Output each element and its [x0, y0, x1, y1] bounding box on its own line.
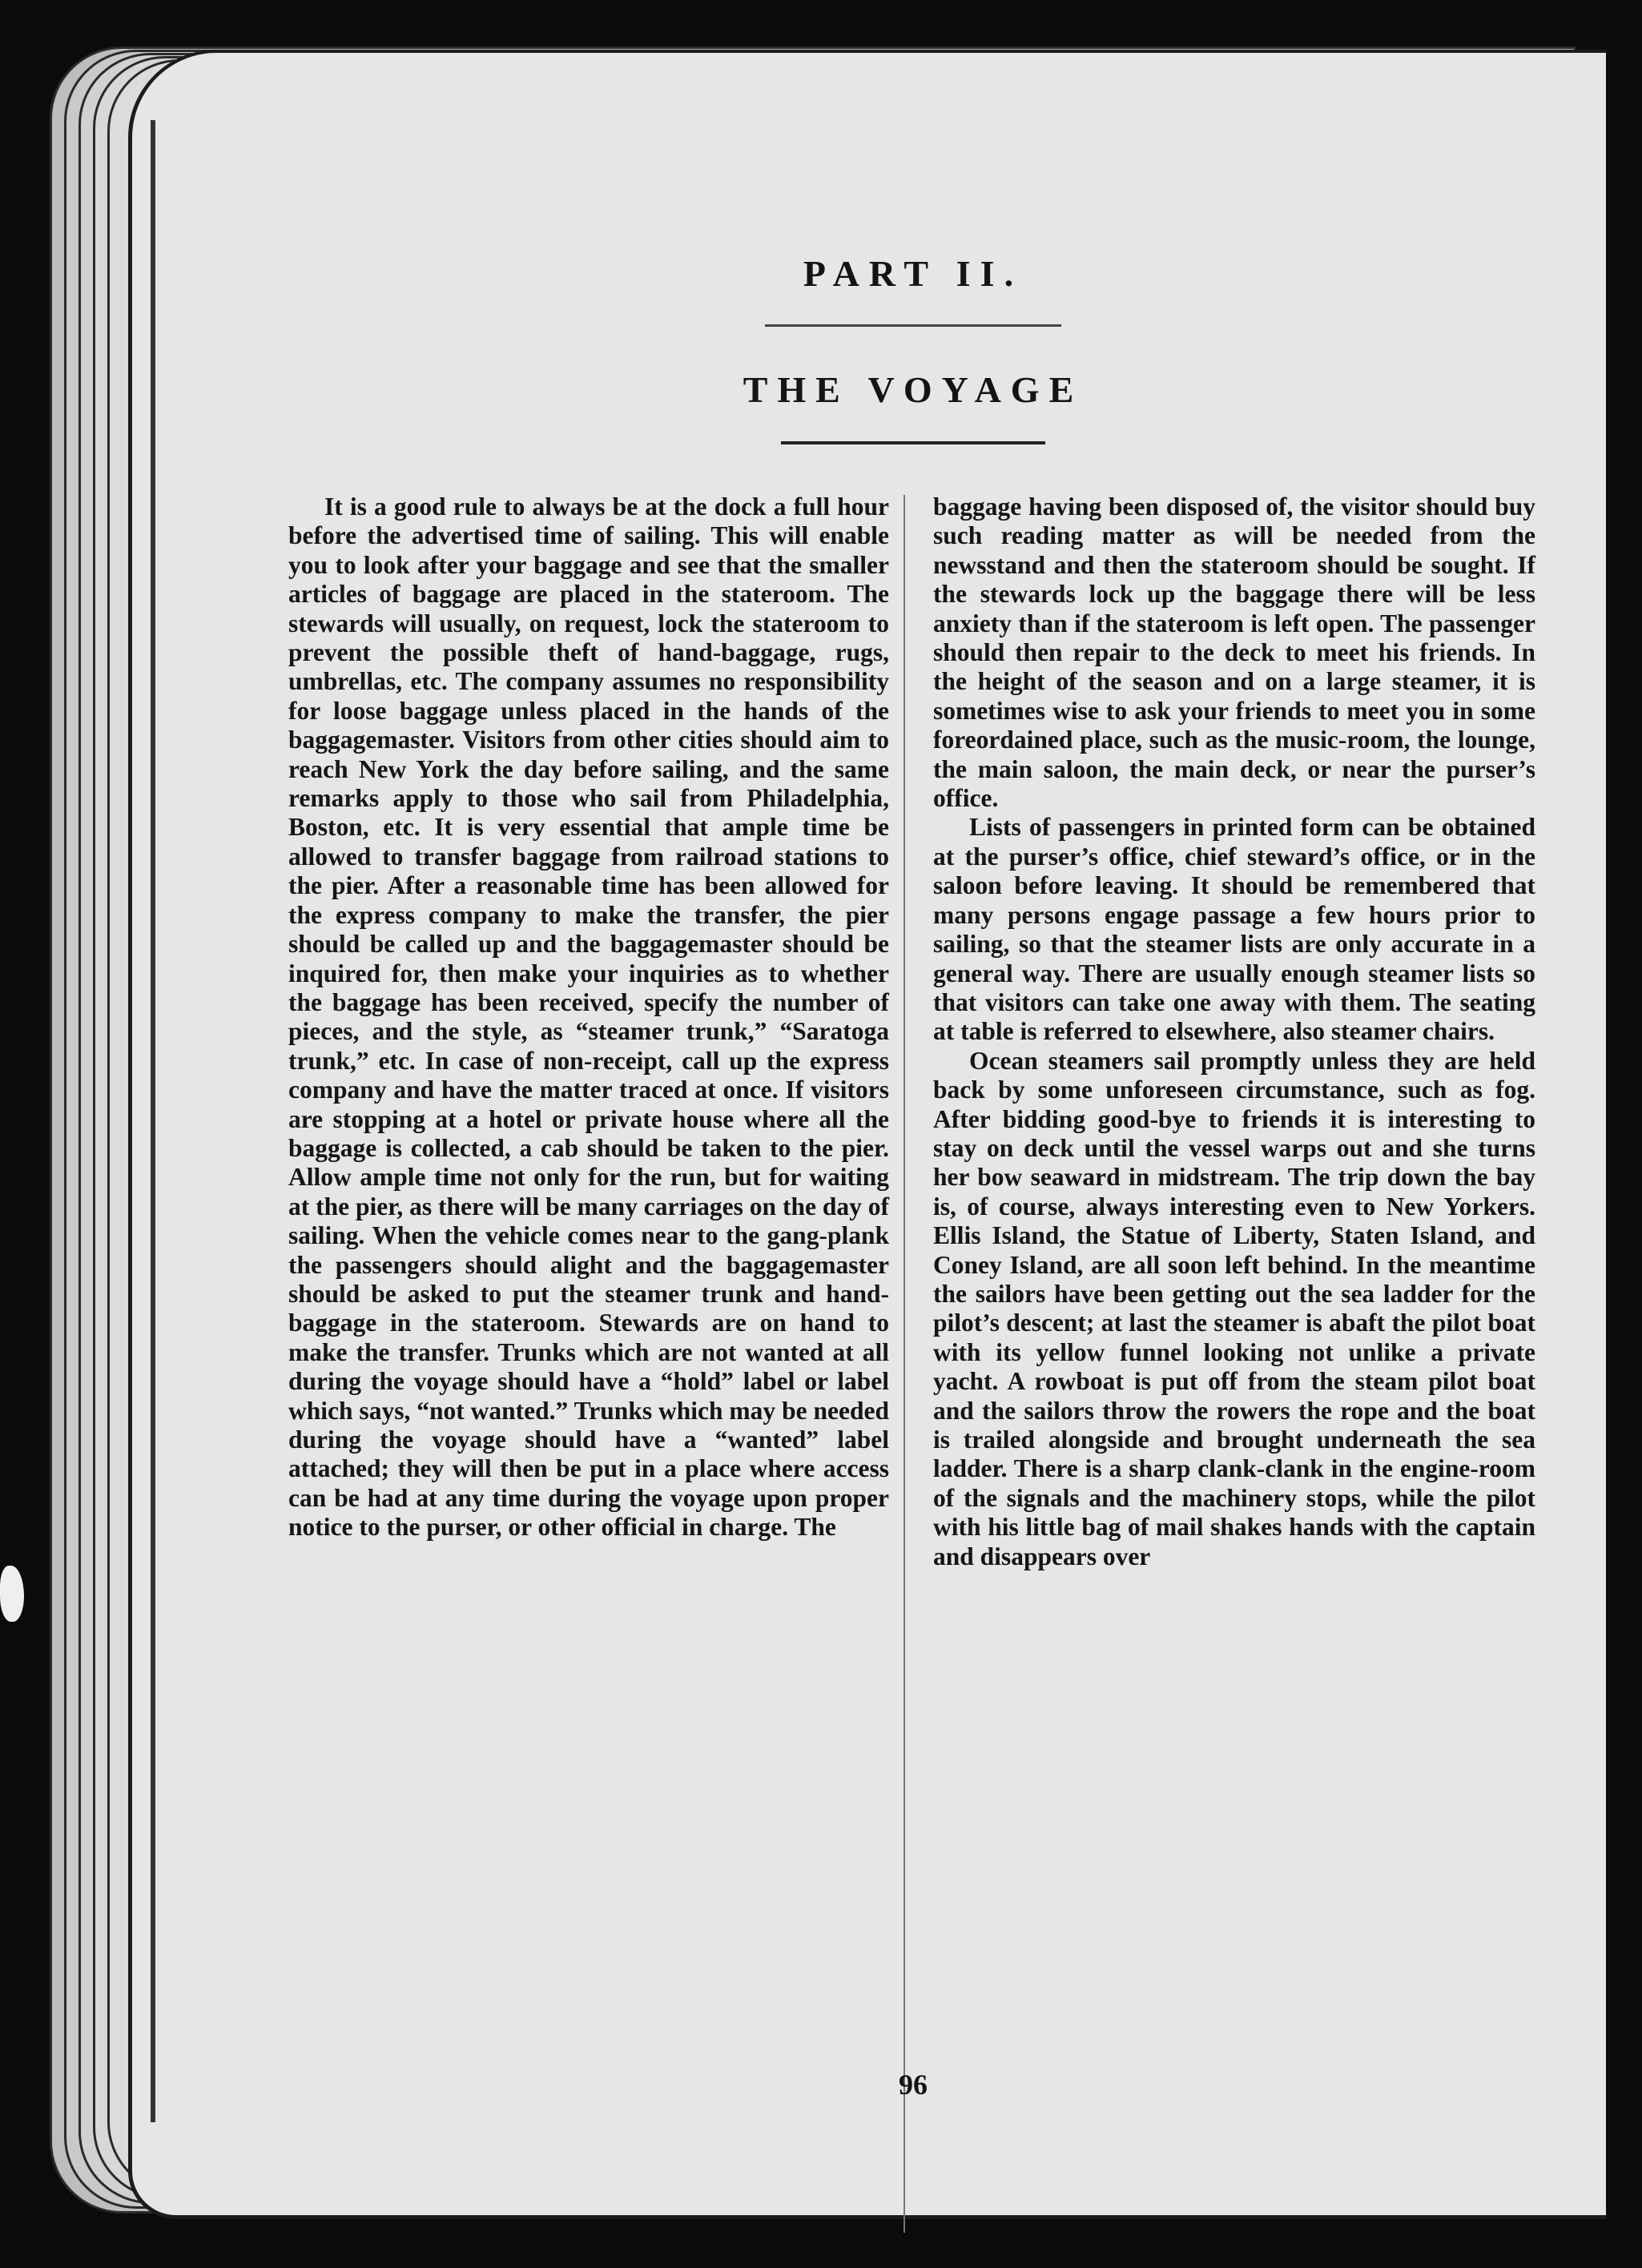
paragraph: It is a good rule to always be at the dock a full hour before the advertised time of sailing. This will enable you to look after your baggage and see that the smaller articles of baggage are placed in the stateroom. The stewards will usually, on request, lock the stateroom to prevent the possible theft of hand-baggage, rugs, umbrellas, etc. The company assumes no responsibility for loose baggage unless placed in the hands of the baggagemaster. Visitors from other cities should aim to reach New York the day before sailing, and the same remarks apply to those who sail from Philadelphia, Boston, etc. It is very essential that ample time be allowed to transfer baggage from railroad stations to the pier. After a reasonable time has been allowed for the express company to make the transfer, the pier should be called up and the baggagemaster should be inquired for, then make your inquiries as to whether the baggage has been received, specify the number of pieces, and the style, as “steamer trunk,” “Saratoga trunk,” etc. In case of non-receipt, call up the express company and have the matter traced at once. If visitors are stopping at a hotel or private house where all the baggage is collected, a cab should be taken to the pier. Allow ample time not only for the run, but for waiting at the pier, as there will be many carriages on the day of sailing. When the vehicle comes near to the gang-plank the passengers should alight and the baggagemaster should be asked to put the steamer trunk and hand-baggage in the stateroom. Stewards are on hand to make the transfer. Trunks which are not wanted at all during the voyage should have a “hold” label or label which says, “not wanted.” Trunks which may be needed during the voyage should have a “wanted” label attached; they will then be put in a place where access can be had at any time during the voyage upon proper notice to the purser, or other official in charge. The	[288, 493, 889, 1542]
paper-blot	[0, 1566, 24, 1622]
paragraph: baggage having been disposed of, the visitor should buy such reading matter as will be needed from the newsstand and then the stateroom should be sought. If the stewards lock up the baggage there will be less anxiety than if the stateroom is left open. The passenger should then repair to the deck to meet his friends. In the height of the season and on a large steamer, it is sometimes wise to ask your friends to meet you in some foreordained place, such as the music-room, the lounge, the main saloon, the main deck, or near the purser’s office.	[933, 493, 1535, 813]
column-divider	[904, 495, 905, 2233]
page-number: 96	[899, 2069, 928, 2101]
page-content	[288, 240, 1538, 2130]
left-column	[288, 493, 889, 1542]
paragraph: Ocean steamers sail promptly unless they are held back by some unforeseen circumstance, such as fog. After bidding good-bye to friends it is interesting to stay on deck until the vessel warps out and she turns her bow seaward in midstream. The trip down the bay is, of course, always interesting even to New Yorkers. Ellis Island, the Statue of Liberty, Staten Island, and Coney Island, are all soon left behind. In the meantime the sailors have been getting out the sea ladder for the pilot’s descent; at last the steamer is abaft the pilot boat with its yellow funnel looking not unlike a private yacht. A rowboat is put off from the steam pilot boat and the sailors throw the rowers the rope and the boat is trailed alongside and brought underneath the sea ladder. There is a sharp clank-clank in the engine-room of the signals and the machinery stops, while the pilot with his little bag of mail shakes hands with the captain and disappears over	[933, 1046, 1535, 1570]
title-rule	[781, 441, 1045, 444]
heading-rule	[765, 324, 1061, 327]
part-heading: PART II.	[803, 253, 1024, 294]
right-column	[933, 493, 1535, 1571]
section-title: THE VOYAGE	[743, 369, 1084, 410]
gutter-line	[151, 120, 155, 2122]
paragraph: Lists of passengers in printed form can be obtained at the purser’s office, chief steward’s office, or in the saloon before leaving. It should be remembered that many persons engage passage a few hours prior to sailing, so that the steamer lists are only accurate in a general way. There are usually enough steamer lists so that visitors can take one away with them. The seating at table is referred to elsewhere, also steamer chairs.	[933, 813, 1535, 1046]
